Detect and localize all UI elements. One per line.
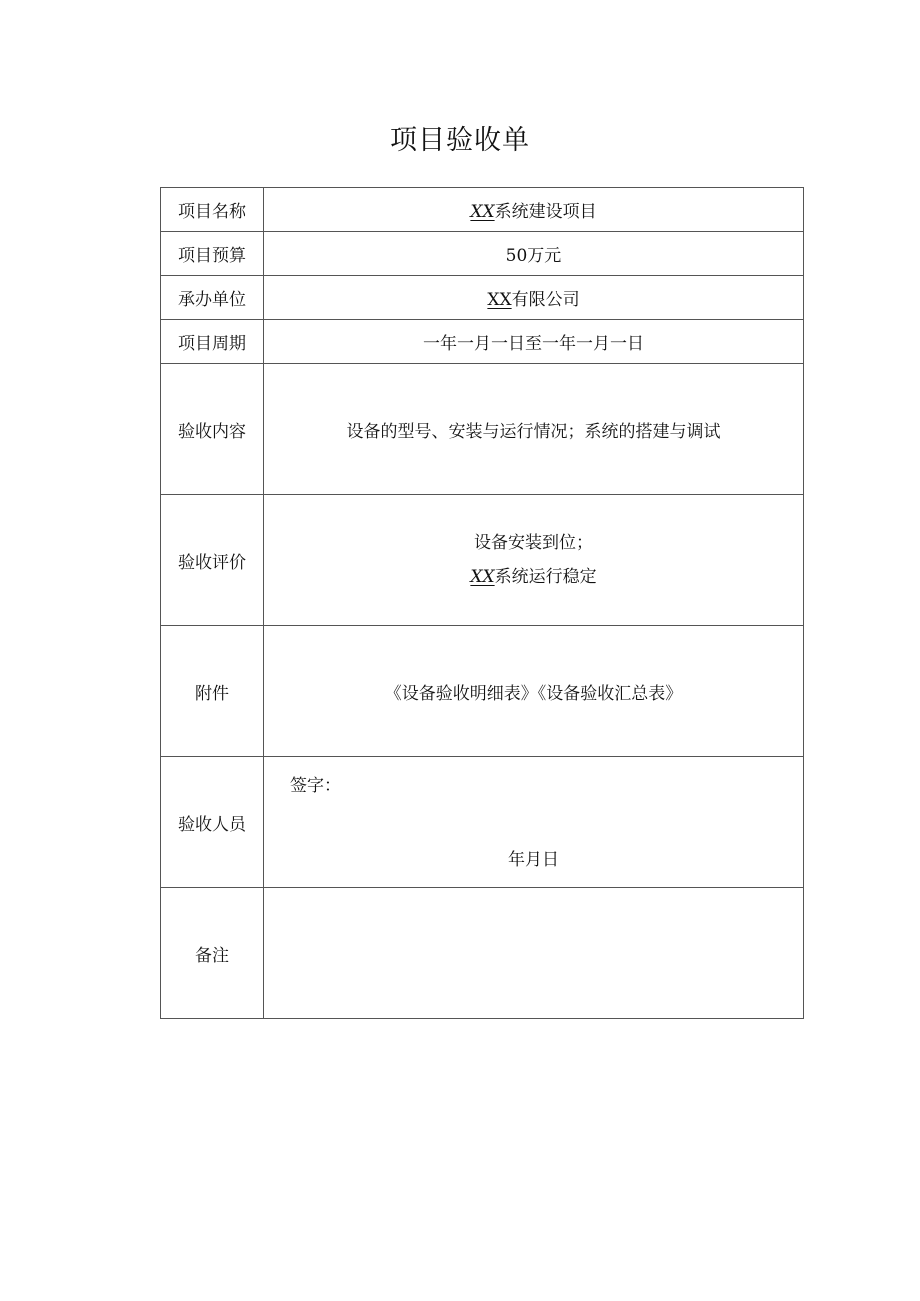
row-acceptance-evaluation (161, 495, 804, 626)
signature-label: 签字： (290, 776, 341, 796)
acceptance-evaluation-value (264, 495, 804, 626)
project-budget-value: 50万元 (264, 232, 804, 276)
row-project-period (161, 320, 804, 364)
row-remarks (161, 888, 804, 1019)
project-name-label: 项目名称 (161, 188, 264, 232)
project-name-value (264, 188, 804, 232)
project-name-prefix: XX (470, 202, 495, 222)
contractor-prefix: XX (487, 290, 512, 310)
evaluation-line-1: 设备安装到位； (474, 533, 593, 553)
row-project-budget (161, 232, 804, 276)
project-budget-label: 项目预算 (161, 232, 264, 276)
evaluation-line-2-prefix: XX (470, 567, 495, 587)
attachments-value: 《设备验收明细表》《设备验收汇总表》 (264, 626, 804, 757)
project-period-label: 项目周期 (161, 320, 264, 364)
evaluation-line-2 (264, 560, 803, 594)
row-project-name (161, 188, 804, 232)
row-attachments (161, 626, 804, 757)
signature-cell[interactable] (264, 757, 804, 888)
row-acceptance-content (161, 364, 804, 495)
acceptance-content-value: 设备的型号、安装与运行情况；系统的搭建与调试 (264, 364, 804, 495)
contractor-text: 有限公司 (511, 290, 580, 310)
row-acceptance-personnel (161, 757, 804, 888)
project-period-value: 一年一月一日至一年一月一日 (264, 320, 804, 364)
page-title: 项目验收单 (390, 125, 530, 156)
acceptance-evaluation-label: 验收评价 (161, 495, 264, 626)
signature-date: 年月日 (508, 850, 559, 870)
row-contractor (161, 276, 804, 320)
remarks-label: 备注 (161, 888, 264, 1019)
contractor-value (264, 276, 804, 320)
contractor-label: 承办单位 (161, 276, 264, 320)
evaluation-line-2-text: 系统运行稳定 (494, 567, 597, 587)
remarks-value[interactable] (264, 888, 804, 1019)
attachments-label: 附件 (161, 626, 264, 757)
acceptance-personnel-label: 验收人员 (161, 757, 264, 888)
acceptance-content-label: 验收内容 (161, 364, 264, 495)
acceptance-form-table (160, 187, 804, 1019)
project-name-text: 系统建设项目 (494, 202, 597, 222)
